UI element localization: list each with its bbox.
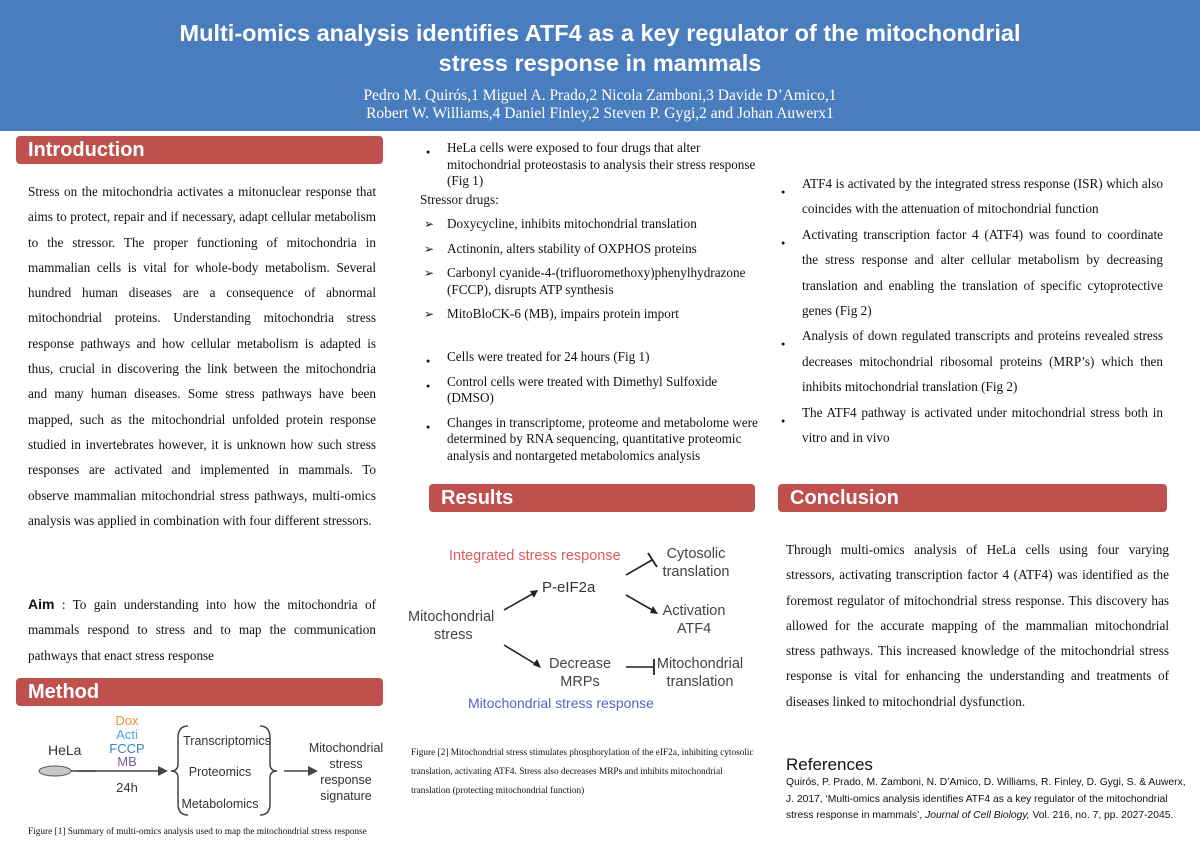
- results-heading: Results: [429, 484, 755, 512]
- introduction-text: Stress on the mitochondria activates a mitonuclear response that aims to protect, repair and if necessary, adapt cellular metabolism to the stressor. The proper functioning of mitochondria in mammalian cells is vital for whole-body metabolism. Several hundred human diseases are a consequence of abnormal mitochondrial proteins. Understanding mitochondria stress response pathways and how cellular metabolism is adapted is thus, crucial in discovering the link between the mitochondria and many human diseases. Some stress pathways have been mapped, such as the mitochondrial unfolded protein response studied in invertebrates however, it is unknown how such stress responses are activated and implemented in mammals. To observe mammalian mitochondrial stress pathways, multi-omics analysis was applied in combination with four different stressors.: [28, 184, 376, 528]
- middle-bullet-item: ● Cells were treated for 24 hours (Fig 1): [420, 349, 760, 366]
- stressor-label: Stressor drugs:: [420, 192, 499, 207]
- title-line-2: stress response in mammals: [438, 50, 762, 76]
- fig1-result-2: stress: [329, 757, 363, 771]
- stressor-drug-list: [420, 216, 760, 331]
- introduction-heading: Introduction: [16, 136, 383, 164]
- fig2-arrow-to-decrease: [504, 645, 537, 665]
- figure-1-diagram: [28, 708, 398, 820]
- reference-entry: [786, 775, 1186, 825]
- fig1-result-4: signature: [320, 789, 372, 803]
- poster-header: [0, 0, 1200, 131]
- reference-text-after: Vol. 216, no. 7, pp. 2027-2045.: [1029, 810, 1174, 821]
- middle-intro-item: ● HeLa cells were exposed to four drugs that alter mitochondrial proteostasis to analysis their stress response (Fig 1): [420, 140, 760, 190]
- figure-2-caption: Figure [2] Mitochondrial stress stimulates phosphorylation of the eIF2a, inhibiting cytosolic translation, activating ATF4. Stress also decreases MRPs and inhibits mitochondrial translation (protecting mitochondrial function): [411, 748, 754, 796]
- fig1-drug-fccp: FCCP: [109, 741, 145, 756]
- fig1-dish-icon: [39, 766, 71, 776]
- fig2-isr-label: Integrated stress response: [449, 548, 621, 564]
- authors: [60, 87, 1140, 123]
- authors-line-2: Robert W. Williams,4 Daniel Finley,2 Steven P. Gygi,2 and Johan Auwerx1: [366, 105, 834, 122]
- fig2-mito-stress-2: stress: [434, 627, 473, 643]
- aim-text: : To gain understanding into how the mitochondria of mammals respond to stress and to map the communication pathways that enact stress response: [28, 597, 376, 663]
- fig1-drug-dox: Dox: [115, 713, 139, 728]
- aim-paragraph: [28, 592, 376, 668]
- conclusion-heading: Conclusion: [778, 484, 1167, 512]
- reference-journal: Journal of Cell Biology,: [925, 810, 1030, 821]
- drug-item: ➢ Doxycycline, inhibits mitochondrial translation: [420, 216, 760, 233]
- fig1-transcriptomics: Transcriptomics: [183, 734, 271, 748]
- fig2-arrowhead-decrease: [533, 659, 541, 668]
- fig2-decrease-2: MRPs: [560, 674, 600, 690]
- fig1-drug-acti: Acti: [116, 727, 138, 742]
- method-heading: Method: [16, 678, 383, 706]
- right-bullet-item: ● Activating transcription factor 4 (ATF4) was found to coordinate the stress response and alter cellular metabolism by decreasing translation and enabling the translation of specific cytoprotective genes (Fig 2): [775, 222, 1163, 324]
- fig2-decrease-1: Decrease: [548, 656, 612, 672]
- drug-item: ➢ MitoBloCK-6 (MB), impairs protein import: [420, 306, 760, 323]
- drug-item: ➢ Actinonin, alters stability of OXPHOS proteins: [420, 241, 760, 258]
- reference-text-before: Quirós, P. Prado, M. Zamboni, N. D’Amico, D. Williams, R. Finley, D. Gygi, S. & Auwerx, J. 2017, ‘Multi-omics analysis identifies ATF4 as a key regulator of the mitochondrial stress response in mammals’,: [786, 777, 1186, 821]
- fig2-mito-stress-1: Mitochondrial: [408, 609, 495, 625]
- right-bullet-item: ● The ATF4 pathway is activated under mitochondrial stress both in vitro and in vivo: [775, 400, 1163, 451]
- authors-line-1: Pedro M. Quirós,1 Miguel A. Prado,2 Nicola Zamboni,3 Davide D’Amico,1: [363, 87, 837, 104]
- fig2-inhibit-bar-cyto: [648, 553, 657, 567]
- middle-bullet-item: ● Control cells were treated with Dimethyl Sulfoxide (DMSO): [420, 374, 760, 407]
- fig1-metabolomics: Metabolomics: [181, 797, 259, 811]
- fig1-time: 24h: [116, 780, 138, 795]
- right-bullet-item: ● ATF4 is activated by the integrated stress response (ISR) which also coincides with the attenuation of mitochondrial function: [775, 171, 1163, 222]
- fig2-arrow-activation: [626, 595, 654, 611]
- fig1-result-3: response: [320, 773, 372, 787]
- fig2-activation-2: ATF4: [676, 621, 712, 637]
- right-bullet-list: [775, 171, 1163, 450]
- drug-item: ➢ Carbonyl cyanide-4-(trifluoromethoxy)phenylhydrazone (FCCP), disrupts ATP synthesis: [420, 265, 760, 298]
- fig1-arrowhead-2: [308, 766, 318, 776]
- figure-2-diagram: [404, 535, 769, 725]
- fig2-mito-trans-1: Mitochondrial: [656, 656, 744, 672]
- fig1-hela-label: HeLa: [48, 742, 82, 758]
- fig2-activation-1: Activation: [662, 603, 726, 619]
- references-heading: References: [786, 755, 873, 774]
- fig2-arrow-to-peif: [504, 593, 534, 610]
- fig2-inhibit-cyto: [626, 560, 652, 575]
- fig1-proteomics: Proteomics: [188, 765, 252, 779]
- fig2-cyto-2: translation: [662, 564, 730, 580]
- middle-bullet-list: [420, 349, 760, 472]
- title-line-1: Multi-omics analysis identifies ATF4 as a key regulator of the mitochondrial: [179, 20, 1021, 46]
- fig2-peif2a: P-eIF2a: [542, 579, 596, 596]
- right-bullet-item: ● Analysis of down regulated transcripts and proteins revealed stress decreases mitochondrial ribosomal proteins (MRP’s) which then inhibits mitochondrial translation (Fig 2): [775, 323, 1163, 399]
- middle-bullet-item: ● Changes in transcriptome, proteome and metabolome were determined by RNA sequencing, quantitative proteomic analysis and nontargeted metabolomics analysis: [420, 415, 760, 465]
- middle-intro-list: [420, 140, 760, 198]
- fig1-result-1: Mitochondrial: [308, 741, 384, 755]
- fig1-drug-mb: MB: [117, 754, 137, 769]
- aim-label: Aim: [28, 596, 55, 612]
- poster-title: [60, 18, 1140, 78]
- fig1-arrowhead-1: [158, 766, 168, 776]
- fig2-cyto-1: Cytosolic: [666, 546, 726, 562]
- conclusion-text: Through multi-omics analysis of HeLa cells using four varying stressors, activating transcription factor 4 (ATF4) was identified as the foremost regulator of mitochondrial stress response. This discovery has allowed for the accurate mapping of the mammalian mitochondrial stress pathways. This increased knowledge of the mitochondrial stress response is vital for enhancing the understanding and treatments of diseases linked to mitochondrial dysfunction.: [786, 542, 1169, 709]
- fig2-mito-trans-2: translation: [666, 674, 734, 690]
- figure-1-caption: Figure [1] Summary of multi-omics analysis used to map the mitochondrial stress response: [28, 827, 367, 837]
- fig2-msr-label: Mitochondrial stress response: [468, 695, 654, 711]
